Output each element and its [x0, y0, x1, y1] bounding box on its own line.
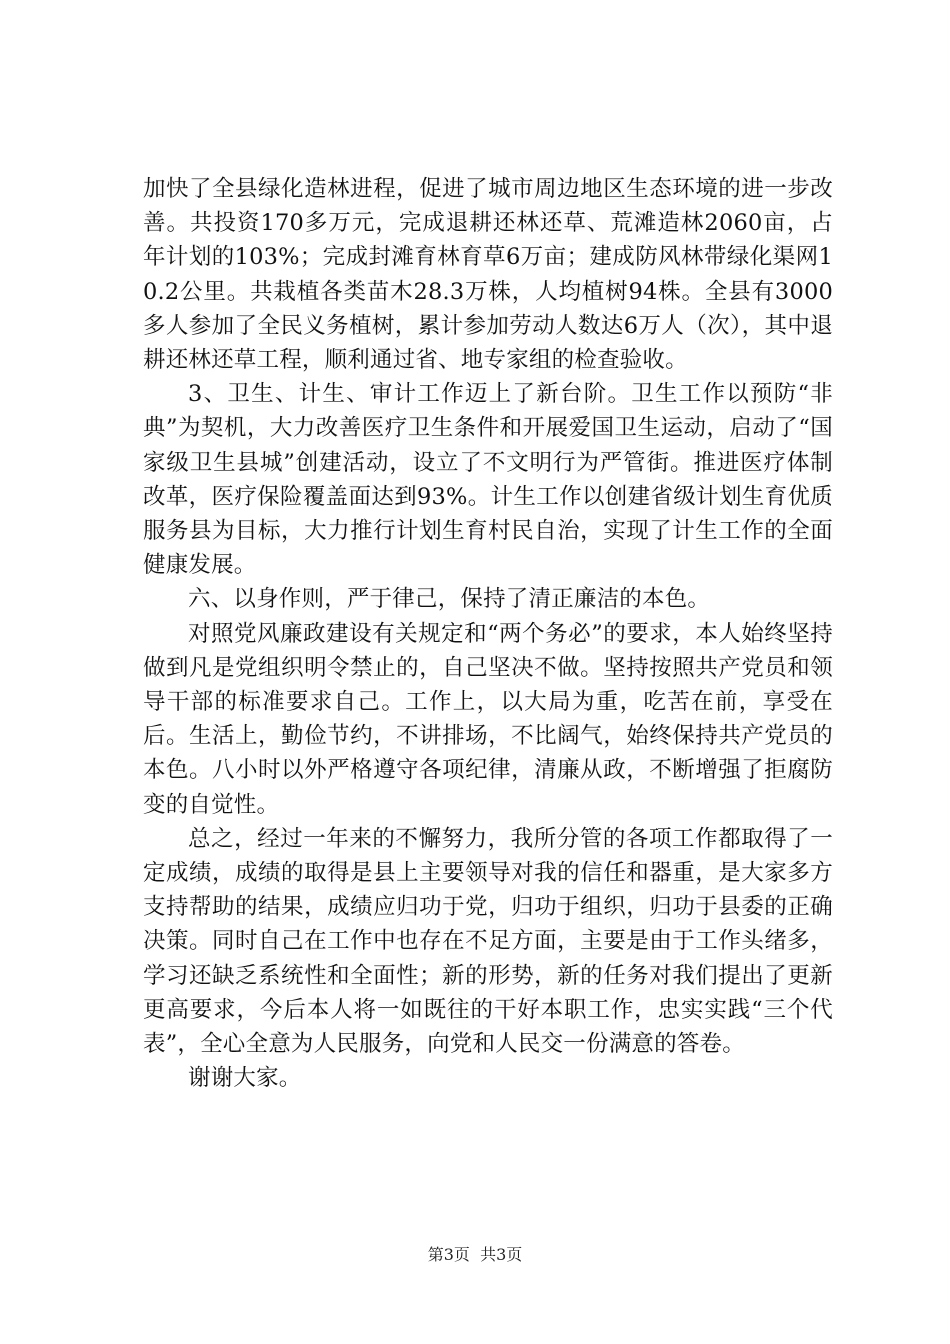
paragraph-integrity: 对照党风廉政建设有关规定和“两个务必”的要求，本人始终坚持做到凡是党组织明令禁止的，自己坚决不做。坚持按照共产党员和领导干部的标准要求自己。工作上，以大局为重，吃苦在前，享受在后。生活上，勤俭节约，不讲排场，不比阔气，始终保持共产党员的本色。八小时以外严格遵守各项纪律，清廉从政，不断增强了拒腐防变的自觉性。: [143, 620, 833, 818]
paragraph-greening: 加快了全县绿化造林进程，促进了城市周边地区生态环境的进一步改善。共投资170多万元，完成退耕还林还草、荒滩造林2060亩，占年计划的103%；完成封滩育林育草6万亩；建成防风林带绿化渠网10.2公里。共栽植各类苗木28.3万株，人均植树94株。全县有3000多人参加了全民义务植树，累计参加劳动人数达6万人（次），其中退耕还林还草工程，顺利通过省、地专家组的检查验收。: [143, 176, 833, 374]
page-number: 第3页 共3页: [427, 1245, 523, 1264]
section-heading-integrity: 六、以身作则，严于律己，保持了清正廉洁的本色。: [188, 586, 711, 613]
paragraph-health-family-planning: 3、卫生、计生、审计工作迈上了新台阶。卫生工作以预防“非典”为契机，大力改善医疗卫生条件和开展爱国卫生运动，启动了“国家级卫生县城”创建活动，设立了不文明行为严管街。推进医疗体制改革，医疗保险覆盖面达到93%。计生工作以创建省级计划生育优质服务县为目标，大力推行计划生育村民自治，实现了计生工作的全面健康发展。: [143, 381, 833, 579]
document-body: [143, 172, 833, 1095]
paragraph-thanks: 谢谢大家。: [188, 1065, 302, 1092]
paragraph-summary: 总之，经过一年来的不懈努力，我所分管的各项工作都取得了一定成绩，成绩的取得是县上主要领导对我的信任和器重，是大家多方支持帮助的结果，成绩应归功于党，归功于组织，归功于县委的正确决策。同时自己在工作中也存在不足方面，主要是由于工作头绪多，学习还缺乏系统性和全面性；新的形势，新的任务对我们提出了更新更高要求，今后本人将一如既往的干好本职工作，忠实实践“三个代表”，全心全意为人民服务，向党和人民交一份满意的答卷。: [143, 825, 833, 1058]
page-footer: [0, 1245, 950, 1265]
